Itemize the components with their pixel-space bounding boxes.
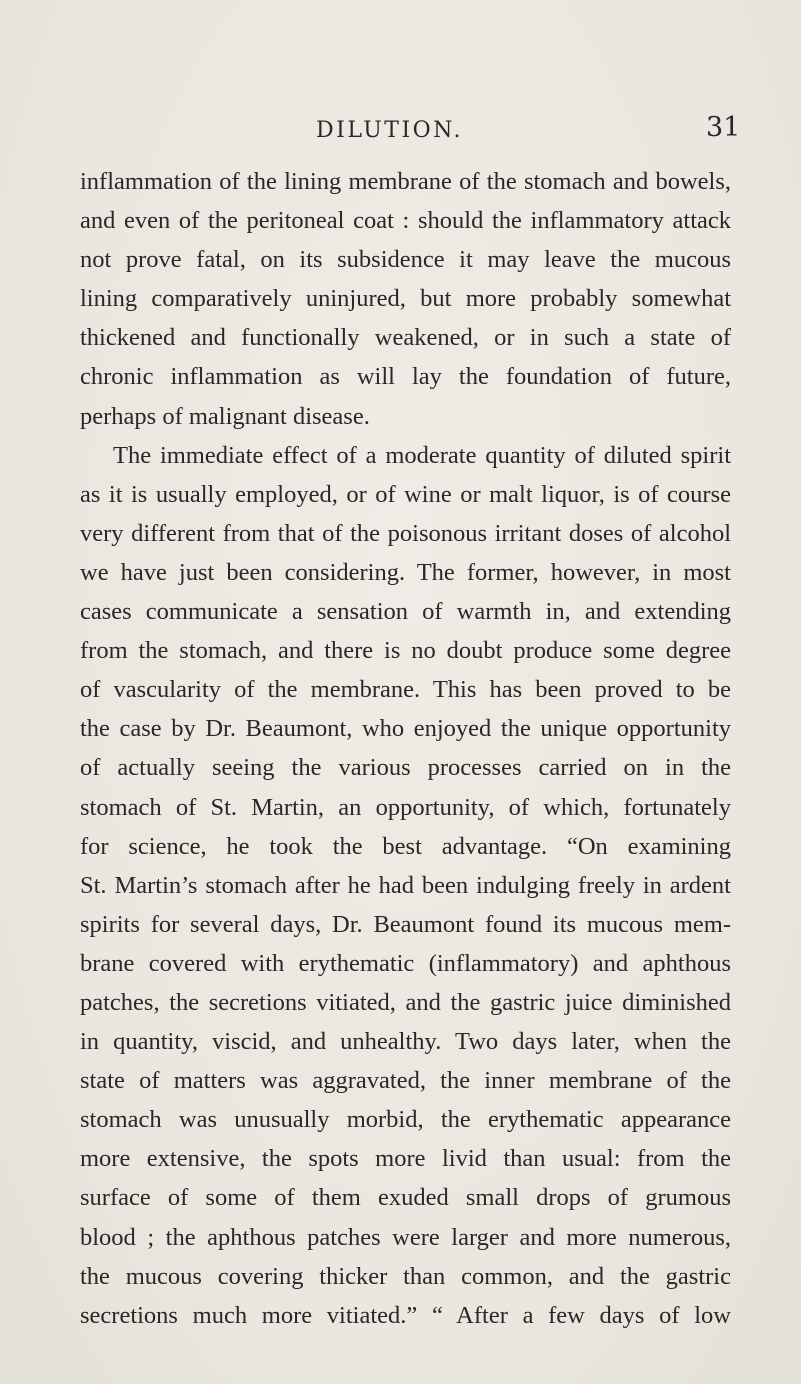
text-line: the mucous covering thicker than common, and the gastric [80,1262,731,1290]
text-line: cases communicate a sensation of warmth in, and extending [80,598,731,626]
text-line: we have just been considering. The former, however, in most [80,558,731,586]
text-line: secretions much more vitiated.” “ After a few days of low [80,1301,731,1329]
text-line: and even of the peritoneal coat : should the inflammatory attack [80,207,731,235]
text-line: brane covered with erythematic (inflammatory) and aphthous [80,949,731,977]
running-head [0,112,801,152]
text-line: patches, the secretions vitiated, and the gastric juice diminished [80,988,731,1016]
body-text [80,162,731,1335]
text-line: St. Martin’s stomach after he had been indulging freely in ardent [80,871,731,899]
text-line: state of matters was aggravated, the inner membrane of the [80,1067,731,1095]
text-line: inflammation of the lining membrane of the stomach and bowels, [80,168,731,195]
text-line: as it is usually employed, or of wine or malt liquor, is of course [80,480,731,508]
text-line: not prove fatal, on its subsidence it may leave the mucous [80,246,731,274]
text-line: perhaps of malignant disease. [80,402,370,430]
text-line: chronic inflammation as will lay the foundation of future, [80,363,731,391]
text-line: stomach was unusually morbid, the erythematic appearance [80,1106,731,1134]
text-line: of vascularity of the membrane. This has been proved to be [80,676,731,704]
page-number: 31 [706,112,741,143]
text-line: very different from that of the poisonous irritant doses of alcohol [80,519,731,547]
text-line: The immediate effect of a moderate quantity of diluted spirit [113,441,731,469]
text-line: from the stomach, and there is no doubt produce some degree [80,637,731,665]
text-line: for science, he took the best advantage. “On examining [80,832,731,860]
text-line: in quantity, viscid, and unhealthy. Two days later, when the [80,1028,731,1056]
text-line: more extensive, the spots more livid than usual: from the [80,1145,731,1173]
text-line: stomach of St. Martin, an opportunity, of which, fortunately [80,793,731,821]
text-line: the case by Dr. Beaumont, who enjoyed the unique opportunity [80,715,731,743]
running-title: DILUTION. [316,118,464,143]
text-line: lining comparatively uninjured, but more probably somewhat [80,285,731,313]
text-line: blood ; the aphthous patches were larger and more numerous, [80,1223,731,1251]
text-line: of actually seeing the various processes carried on in the [80,754,731,782]
text-line: surface of some of them exuded small drops of grumous [80,1184,731,1212]
text-line: spirits for several days, Dr. Beaumont found its mucous mem- [80,910,731,938]
text-line: thickened and functionally weakened, or in such a state of [80,324,731,352]
